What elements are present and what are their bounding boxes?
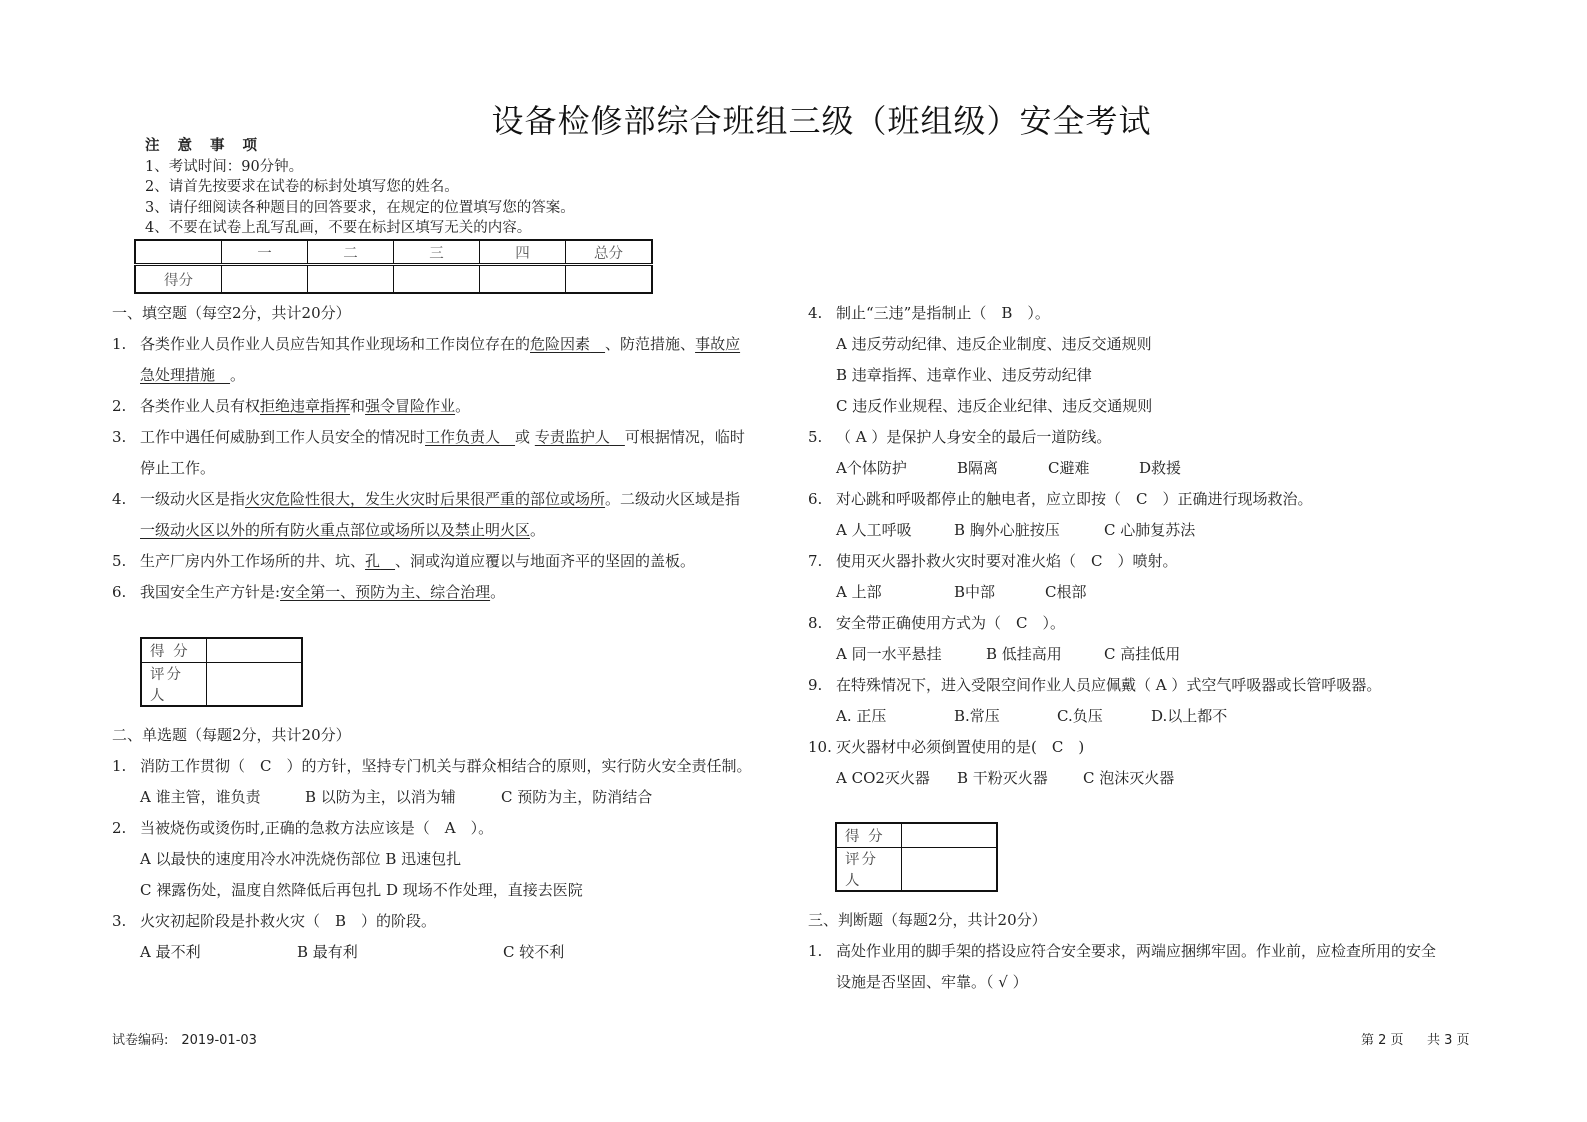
- answer-blank: 工作负责人: [425, 428, 501, 446]
- score-header-cell: 四: [480, 240, 566, 265]
- fill-question-4-cont: 一级动火区以外的所有防火重点部位或场所以及禁止明火区。: [140, 521, 546, 539]
- choice-options: [808, 515, 1381, 546]
- option: B 最有利: [297, 943, 358, 961]
- choice-options: B 违章指挥、违章作业、违反劳动纪律: [836, 366, 1092, 384]
- choice-question-2: 2. 当被烧伤或烫伤时,正确的急救方法应该是（ A ）。: [112, 819, 494, 837]
- page-number: 第 2 页: [1361, 1033, 1404, 1048]
- section3: [808, 905, 1436, 998]
- judge-question-1: 1. 高处作业用的脚手架的搭设应符合安全要求，两端应捆绑牢固。作业前，应检查所用的安全: [808, 942, 1437, 960]
- option: B 以防为主，以消为辅: [305, 788, 456, 806]
- score-header-cell: 三: [394, 240, 480, 265]
- answer-blank: 事故应: [695, 335, 741, 353]
- grade-score-label: 得 分: [141, 638, 207, 663]
- grade-grader-cell[interactable]: [207, 663, 303, 707]
- choice-options: [112, 937, 751, 968]
- note-item: 3、请仔细阅读各种题目的回答要求，在规定的位置填写您的答案。: [145, 199, 575, 216]
- grade-score-cell[interactable]: [902, 823, 998, 848]
- choice-question-3: 3. 火灾初起阶段是扑救火灾（ B ）的阶段。: [112, 912, 437, 930]
- score-input-cell[interactable]: [480, 265, 566, 294]
- score-header-cell: 总分: [566, 240, 653, 265]
- option: B.常压: [954, 707, 1000, 725]
- option: C避难: [1048, 459, 1090, 477]
- choice-question-9: 9. 在特殊情况下，进入受限空间作业人员应佩戴（ A ）式空气呼吸器或长管呼吸器。: [808, 676, 1382, 694]
- option: D救援: [1139, 459, 1182, 477]
- score-input-cell[interactable]: [222, 265, 308, 294]
- answer-blank: 孔: [365, 552, 381, 570]
- fill-question-2: 2. 各类作业人员有权拒绝违章指挥和强令冒险作业。: [112, 397, 471, 415]
- choice-options: [808, 577, 1381, 608]
- answer-blank: 一级动火区以外的所有防火重点部位或场所以及禁止明火区: [140, 521, 531, 539]
- score-header-cell: 一: [222, 240, 308, 265]
- left-column: [112, 298, 745, 608]
- grade-grader-label: 评分人: [836, 848, 902, 892]
- option: D.以上都不: [1151, 707, 1228, 725]
- option: C根部: [1045, 583, 1087, 601]
- note-item: 4、不要在试卷上乱写乱画，不要在标封区填写无关的内容。: [145, 220, 532, 236]
- option: A 同一水平悬挂: [836, 645, 942, 663]
- answer-blank: 危险因素: [530, 335, 591, 353]
- option: C 泡沫灭火器: [1083, 769, 1175, 787]
- choice-options: [112, 782, 751, 813]
- option: A 谁主管，谁负责: [140, 788, 261, 806]
- option: B中部: [954, 583, 996, 601]
- answer-blank: 安全第一、预防为主、综合治理: [280, 583, 491, 601]
- choice-options: [808, 763, 1381, 794]
- fill-question-1-cont: 急处理措施 。: [140, 366, 246, 384]
- option: C 预防为主，防消结合: [501, 788, 653, 806]
- notes-heading: 注意事项: [145, 137, 275, 154]
- grade-box: [140, 637, 303, 707]
- score-header-cell: [135, 240, 222, 265]
- option: C 较不利: [503, 943, 565, 961]
- choice-options: C 裸露伤处，温度自然降低后再包扎 D 现场不作处理，直接去医院: [140, 881, 583, 899]
- judge-question-1-cont: 设施是否坚固、牢靠。（ √ ）: [836, 973, 1028, 991]
- fill-question-4: 4. 一级动火区是指火灾危险性很大，发生火灾时后果很严重的部位或场所。二级动火区域是指: [112, 490, 741, 508]
- choice-question-1: 1. 消防工作贯彻（ C ）的方针，坚持专门机关与群众相结合的原则，实行防火安全责任制。: [112, 757, 752, 775]
- answer-blank: 急处理措施: [140, 366, 216, 384]
- note-item: 1、考试时间：90分钟。: [145, 158, 304, 175]
- fill-question-5: 5. 生产厂房内外工作场所的井、坑、孔 、洞或沟道应覆以与地面齐平的坚固的盖板。: [112, 552, 696, 570]
- section2-left: [112, 720, 751, 968]
- grade-grader-cell[interactable]: [902, 848, 998, 892]
- choice-question-5: 5. （ A ）是保护人身安全的最后一道防线。: [808, 428, 1112, 446]
- option: A 人工呼吸: [836, 521, 912, 539]
- choice-options: C 违反作业规程、违反企业纪律、违反交通规则: [836, 397, 1153, 415]
- option: A个体防护: [836, 459, 907, 477]
- answer-blank: 拒绝违章指挥: [260, 397, 351, 415]
- choice-options: [808, 453, 1381, 484]
- choice-question-6: 6. 对心跳和呼吸都停止的触电者，应立即按（ C ）正确进行现场救治。: [808, 490, 1313, 508]
- section1-heading: 一、填空题（每空2分，共计20分）: [112, 304, 351, 322]
- page-total: 共 3 页: [1427, 1033, 1470, 1048]
- answer-blank: 专责监护人: [534, 428, 610, 446]
- grade-score-label: 得 分: [836, 823, 902, 848]
- score-row-label: 得分: [135, 265, 222, 294]
- score-input-cell[interactable]: [566, 265, 653, 294]
- choice-question-10: 10. 灭火器材中必须倒置使用的是( C ): [808, 738, 1085, 756]
- grade-box: [835, 822, 998, 892]
- choice-question-4: 4. 制止“三违”是指制止（ B ）。: [808, 304, 1050, 322]
- option: B隔离: [957, 459, 999, 477]
- exam-code: 试卷编码: 2019-01-03: [112, 1033, 257, 1048]
- right-column: [808, 298, 1381, 794]
- option: B 干粉灭火器: [957, 769, 1048, 787]
- section3-heading: 三、判断题（每题2分，共计20分）: [808, 911, 1047, 929]
- section2-heading: 二、单选题（每题2分，共计20分）: [112, 726, 351, 744]
- fill-question-3-cont: 停止工作。: [140, 459, 216, 477]
- fill-question-6: 6. 我国安全生产方针是:安全第一、预防为主、综合治理。: [112, 583, 506, 601]
- score-input-cell[interactable]: [308, 265, 394, 294]
- option: C 心肺复苏法: [1104, 521, 1196, 539]
- fill-question-1: 1. 各类作业人员作业人员应告知其作业现场和工作岗位存在的危险因素 、防范措施、事故应: [112, 335, 741, 353]
- note-item: 2、请首先按要求在试卷的标封处填写您的姓名。: [145, 179, 459, 195]
- score-table-header-row: [135, 240, 652, 265]
- notes-block: [145, 136, 575, 239]
- option: B 低挂高用: [986, 645, 1062, 663]
- option: B 胸外心脏按压: [954, 521, 1060, 539]
- grade-score-cell[interactable]: [207, 638, 303, 663]
- choice-question-7: 7. 使用灭火器扑救火灾时要对准火焰（ C ）喷射。: [808, 552, 1178, 570]
- choice-options: [808, 639, 1381, 670]
- fill-question-3: 3. 工作中遇任何威胁到工作人员安全的情况时工作负责人 或 专责监护人 可根据情况，临时: [112, 428, 745, 446]
- choice-options: A 以最快的速度用冷水冲洗烧伤部位 B 迅速包扎: [140, 850, 462, 868]
- option: C.负压: [1057, 707, 1103, 725]
- option: A 上部: [836, 583, 882, 601]
- score-table: [134, 239, 653, 294]
- option: A CO2灭火器: [836, 769, 930, 787]
- score-table-row: [135, 265, 652, 294]
- score-header-cell: 二: [308, 240, 394, 265]
- choice-options: A 违反劳动纪律、违反企业制度、违反交通规则: [836, 335, 1152, 353]
- option: C 高挂低用: [1104, 645, 1181, 663]
- answer-blank: 火灾危险性很大，发生火灾时后果很严重的部位或场所: [245, 490, 606, 508]
- choice-options: [808, 701, 1381, 732]
- option: A. 正压: [836, 707, 887, 725]
- grade-grader-label: 评分人: [141, 663, 207, 707]
- score-input-cell[interactable]: [394, 265, 480, 294]
- choice-question-8: 8. 安全带正确使用方式为（ C ）。: [808, 614, 1065, 632]
- exam-title: 设备检修部综合班组三级（班组级）安全考试: [491, 102, 1152, 140]
- option: A 最不利: [140, 943, 201, 961]
- answer-blank: 强令冒险作业: [365, 397, 456, 415]
